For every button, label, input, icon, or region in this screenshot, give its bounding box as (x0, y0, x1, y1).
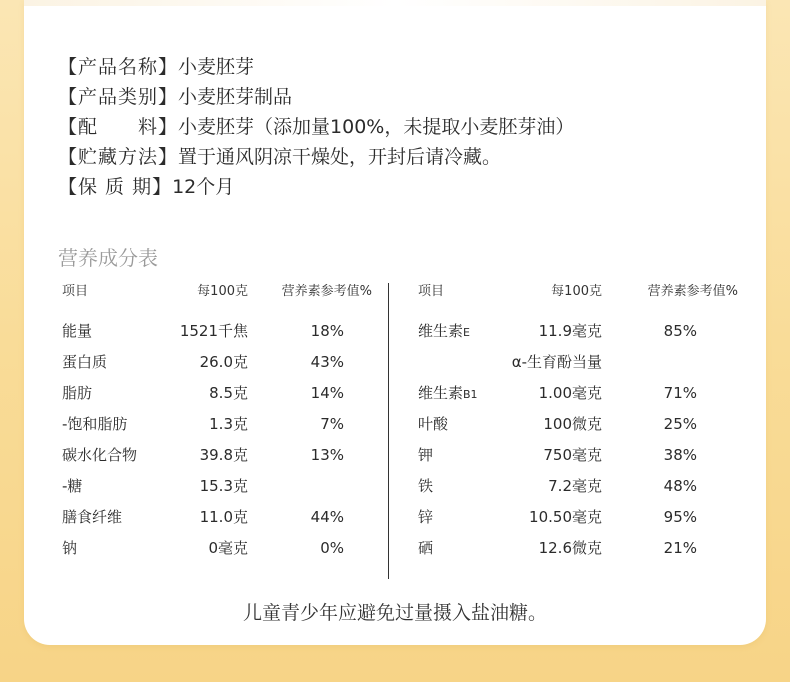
table-row (418, 502, 738, 533)
row-per100: 39.8克 (199, 446, 248, 464)
row-per100: 1521千焦 (179, 322, 248, 340)
item-label: 叶酸 (418, 415, 449, 433)
info-key: 【配 料】 (58, 116, 179, 138)
table-row (418, 316, 738, 347)
row-per100: 1.3克 (209, 415, 248, 433)
row-item: 钠 (62, 539, 78, 557)
row-nrv: 71% (663, 384, 697, 402)
item-label: 铁 (418, 477, 434, 495)
row-per100: 10.50毫克 (529, 508, 602, 526)
info-value: 置于通风阴凉干燥处，开封后请冷藏。 (178, 146, 502, 168)
table-header (62, 280, 372, 306)
row-per100: α-生育酚当量 (511, 353, 602, 371)
row-item (418, 440, 433, 472)
row-item: 蛋白质 (62, 353, 108, 371)
table-row (418, 440, 738, 471)
row-item (418, 533, 433, 565)
footer-note: 儿童青少年应避免过量摄入盐油糖。 (242, 602, 547, 624)
info-key: 【产品类别】 (58, 86, 179, 108)
table-row (62, 347, 372, 378)
product-info-list (58, 52, 574, 202)
row-per100: 1.00毫克 (538, 384, 602, 402)
row-item: 膳食纤维 (62, 508, 123, 526)
row-item: 脂肪 (62, 384, 93, 402)
top-edge (24, 0, 766, 6)
row-item: 能量 (62, 322, 93, 340)
row-item: -饱和脂肪 (62, 415, 128, 433)
row-item (418, 502, 433, 534)
info-key: 【贮藏方法】 (58, 146, 179, 168)
row-item (418, 378, 478, 410)
nutrition-table-right (418, 280, 738, 564)
row-nrv: 7% (320, 415, 344, 433)
table-divider (388, 283, 389, 579)
item-subscript: B1 (463, 388, 478, 401)
info-value: 小麦胚芽 (178, 56, 255, 78)
row-item (418, 316, 470, 348)
row-per100: 8.5克 (209, 384, 248, 402)
header-item: 项目 (62, 284, 89, 299)
row-nrv: 38% (663, 446, 697, 464)
item-label: 钾 (418, 446, 434, 464)
row-nrv: 0% (320, 539, 344, 557)
row-nrv: 48% (663, 477, 697, 495)
info-value: 12个月 (172, 176, 235, 198)
nutrition-table-left (62, 280, 372, 564)
nutrition-title: 营养成分表 (58, 246, 158, 270)
row-per100: 100微克 (543, 415, 602, 433)
table-header (418, 280, 738, 306)
row-item: -糖 (62, 477, 83, 495)
table-row (62, 471, 372, 502)
table-row (62, 440, 372, 471)
item-label: 锌 (418, 508, 434, 526)
item-label: 硒 (418, 539, 434, 557)
table-row (62, 316, 372, 347)
table-row (418, 347, 738, 378)
info-key: 【保 质 期】 (58, 176, 173, 198)
row-item (418, 471, 433, 503)
info-key: 【产品名称】 (58, 56, 179, 78)
table-row (418, 471, 738, 502)
table-row (62, 378, 372, 409)
table-row (62, 409, 372, 440)
info-value: 小麦胚芽（添加量100%，未提取小麦胚芽油） (178, 116, 575, 138)
row-item (418, 409, 448, 441)
row-per100: 7.2毫克 (548, 477, 602, 495)
info-value: 小麦胚芽制品 (178, 86, 293, 108)
table-row (418, 533, 738, 564)
info-row-storage (58, 142, 574, 172)
info-row-name (58, 52, 574, 82)
row-per100: 12.6微克 (538, 539, 602, 557)
header-per100: 每100克 (551, 284, 602, 299)
row-item: 碳水化合物 (62, 446, 138, 464)
row-nrv: 43% (310, 353, 344, 371)
item-label: 维生素 (418, 322, 464, 340)
header-nrv: 营养素参考值% (281, 284, 372, 299)
info-row-ingredients (58, 112, 574, 142)
table-row (418, 409, 738, 440)
info-row-shelf-life (58, 172, 574, 202)
row-nrv: 14% (310, 384, 344, 402)
table-row (62, 533, 372, 564)
row-per100: 750毫克 (543, 446, 602, 464)
row-nrv: 18% (310, 322, 344, 340)
header-per100: 每100克 (197, 284, 248, 299)
row-nrv: 25% (663, 415, 697, 433)
row-per100: 26.0克 (199, 353, 248, 371)
row-nrv: 85% (663, 322, 697, 340)
row-nrv: 13% (310, 446, 344, 464)
row-nrv: 21% (663, 539, 697, 557)
item-subscript: E (463, 326, 470, 339)
row-per100: 15.3克 (199, 477, 248, 495)
row-per100: 11.9毫克 (538, 322, 602, 340)
info-row-category (58, 82, 574, 112)
row-nrv: 44% (310, 508, 344, 526)
item-label: 维生素 (418, 384, 464, 402)
table-row (418, 378, 738, 409)
row-per100: 11.0克 (199, 508, 248, 526)
row-nrv: 95% (663, 508, 697, 526)
header-item: 项目 (418, 284, 445, 299)
header-nrv: 营养素参考值% (647, 284, 738, 299)
table-row (62, 502, 372, 533)
row-per100: 0毫克 (208, 539, 248, 557)
